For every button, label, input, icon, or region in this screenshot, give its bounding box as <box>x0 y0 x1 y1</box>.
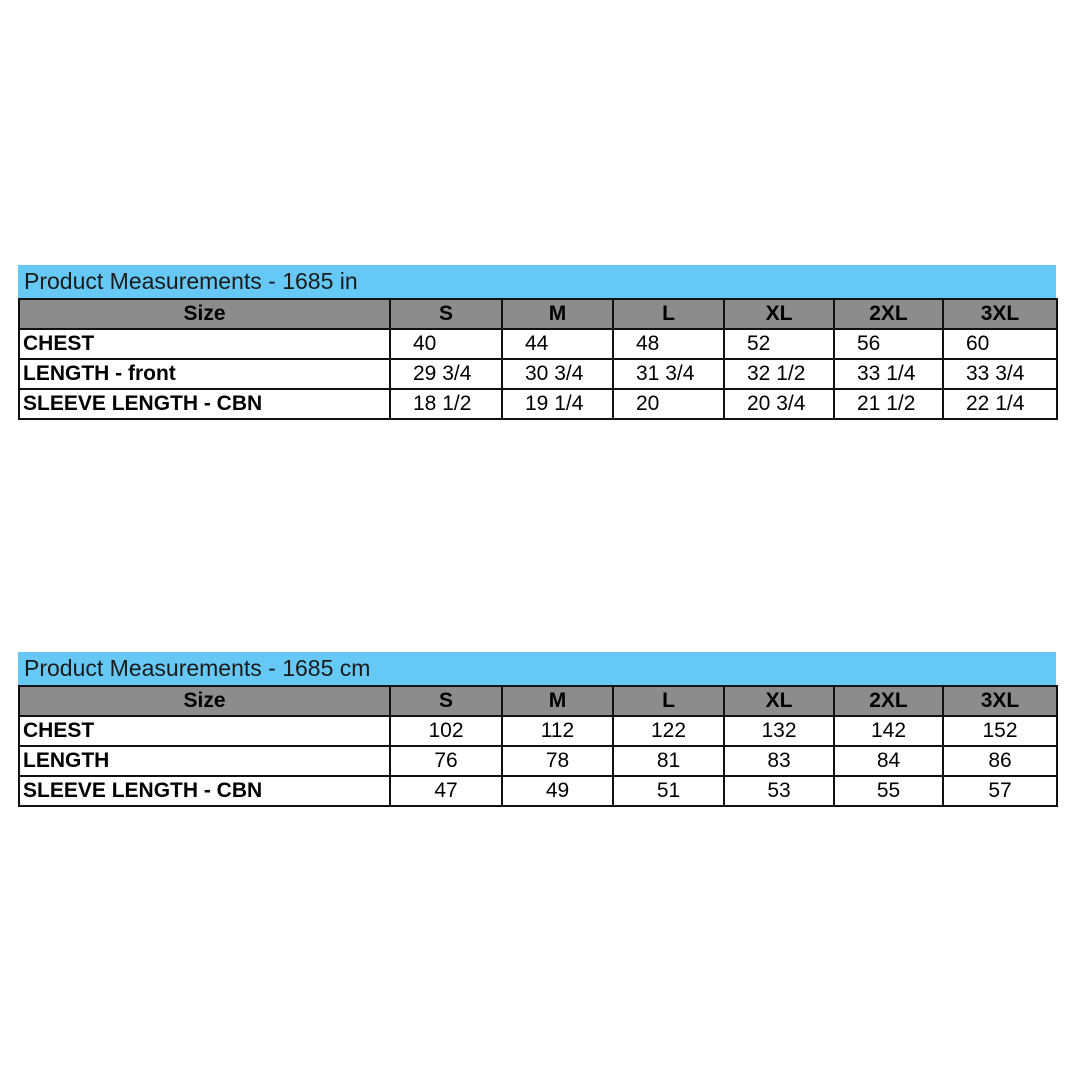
cell-length-xl: 83 <box>724 746 834 776</box>
table-header-row <box>19 299 1057 329</box>
header-3xl: 3XL <box>943 299 1057 329</box>
header-s: S <box>390 299 502 329</box>
cm-table-title: Product Measurements - 1685 cm <box>18 652 1056 685</box>
cm-size-table <box>18 685 1058 807</box>
cell-length-3xl: 33 3/4 <box>943 359 1057 389</box>
table-row <box>19 359 1057 389</box>
row-label-sleeve-length: SLEEVE LENGTH - CBN <box>19 389 390 419</box>
cell-sleeve-l: 51 <box>613 776 724 806</box>
table-row <box>19 716 1057 746</box>
cell-chest-3xl: 60 <box>943 329 1057 359</box>
cell-length-2xl: 84 <box>834 746 943 776</box>
cell-chest-m: 112 <box>502 716 613 746</box>
cell-sleeve-3xl: 22 1/4 <box>943 389 1057 419</box>
inch-table-title: Product Measurements - 1685 in <box>18 265 1056 298</box>
cell-chest-3xl: 152 <box>943 716 1057 746</box>
cell-length-l: 31 3/4 <box>613 359 724 389</box>
cell-chest-2xl: 56 <box>834 329 943 359</box>
cell-sleeve-l: 20 <box>613 389 724 419</box>
cell-sleeve-m: 49 <box>502 776 613 806</box>
row-label-chest: CHEST <box>19 716 390 746</box>
header-2xl: 2XL <box>834 686 943 716</box>
header-xl: XL <box>724 299 834 329</box>
header-s: S <box>390 686 502 716</box>
inch-measurements-block <box>18 265 1056 420</box>
cell-length-l: 81 <box>613 746 724 776</box>
table-row <box>19 329 1057 359</box>
table-row <box>19 746 1057 776</box>
row-label-sleeve-length: SLEEVE LENGTH - CBN <box>19 776 390 806</box>
cell-sleeve-s: 18 1/2 <box>390 389 502 419</box>
cell-sleeve-xl: 53 <box>724 776 834 806</box>
cell-length-s: 29 3/4 <box>390 359 502 389</box>
cell-length-3xl: 86 <box>943 746 1057 776</box>
cell-chest-m: 44 <box>502 329 613 359</box>
cell-chest-l: 48 <box>613 329 724 359</box>
header-3xl: 3XL <box>943 686 1057 716</box>
cell-sleeve-m: 19 1/4 <box>502 389 613 419</box>
cell-chest-xl: 132 <box>724 716 834 746</box>
table-header-row <box>19 686 1057 716</box>
cell-sleeve-3xl: 57 <box>943 776 1057 806</box>
cell-chest-2xl: 142 <box>834 716 943 746</box>
cell-chest-s: 102 <box>390 716 502 746</box>
cell-sleeve-2xl: 55 <box>834 776 943 806</box>
cell-sleeve-s: 47 <box>390 776 502 806</box>
cell-length-2xl: 33 1/4 <box>834 359 943 389</box>
cell-length-m: 30 3/4 <box>502 359 613 389</box>
table-row <box>19 389 1057 419</box>
header-2xl: 2XL <box>834 299 943 329</box>
row-label-length: LENGTH <box>19 746 390 776</box>
row-label-length-front: LENGTH - front <box>19 359 390 389</box>
header-l: L <box>613 686 724 716</box>
cell-length-xl: 32 1/2 <box>724 359 834 389</box>
cell-chest-xl: 52 <box>724 329 834 359</box>
header-m: M <box>502 686 613 716</box>
cell-length-s: 76 <box>390 746 502 776</box>
cell-length-m: 78 <box>502 746 613 776</box>
row-label-chest: CHEST <box>19 329 390 359</box>
cm-measurements-block <box>18 652 1056 807</box>
header-l: L <box>613 299 724 329</box>
inch-size-table <box>18 298 1058 420</box>
cell-sleeve-xl: 20 3/4 <box>724 389 834 419</box>
cell-sleeve-2xl: 21 1/2 <box>834 389 943 419</box>
header-m: M <box>502 299 613 329</box>
cell-chest-s: 40 <box>390 329 502 359</box>
header-xl: XL <box>724 686 834 716</box>
table-row <box>19 776 1057 806</box>
header-size: Size <box>19 686 390 716</box>
header-size: Size <box>19 299 390 329</box>
cell-chest-l: 122 <box>613 716 724 746</box>
